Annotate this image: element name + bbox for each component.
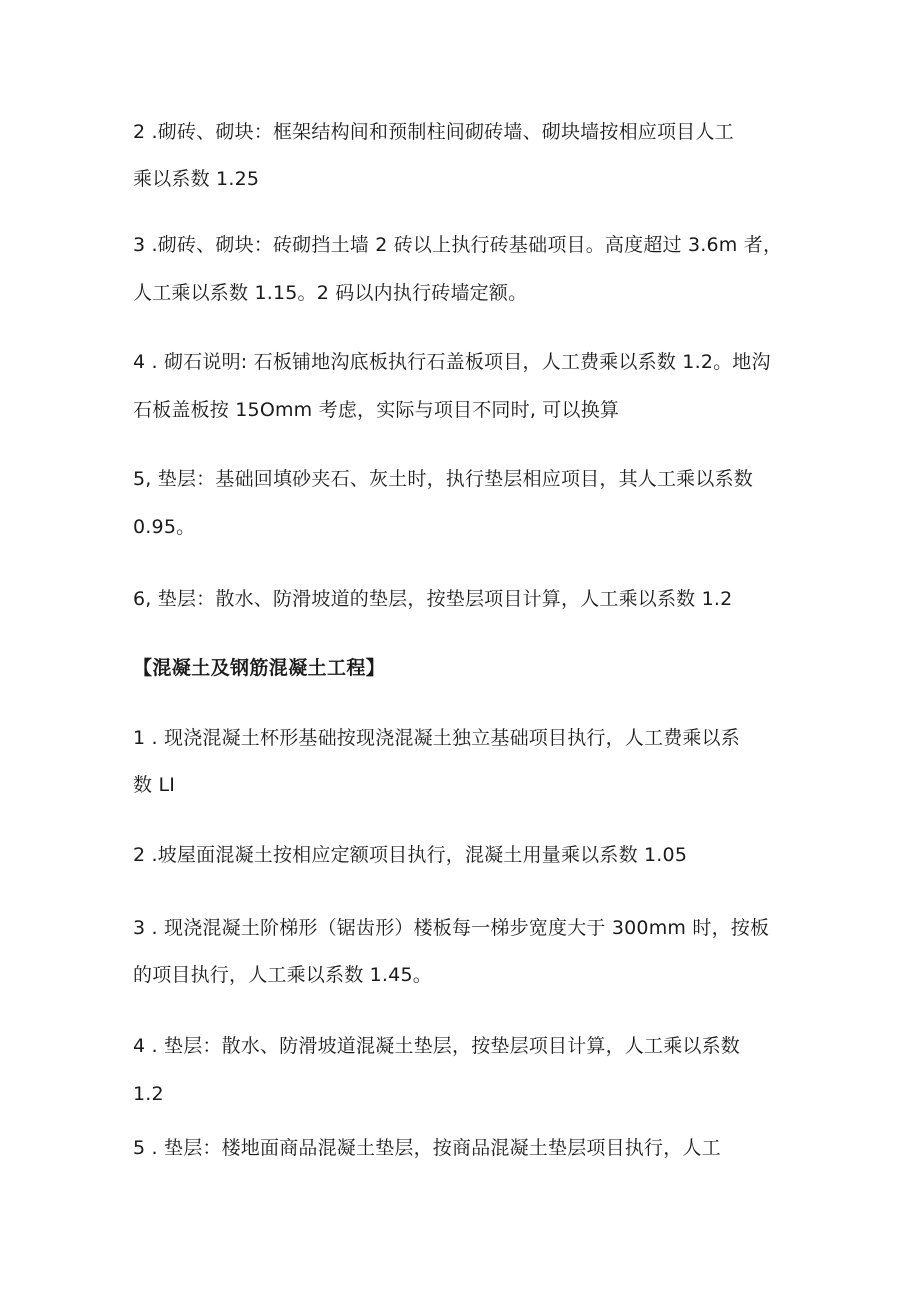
text-line: 数 LI [133, 774, 176, 796]
text-line: 2 .坡屋面混凝土按相应定额项目执行，混凝土用量乘以系数 1.05 [133, 844, 688, 866]
text-line: 的项目执行，人工乘以系数 1.45。 [133, 964, 432, 986]
text-line: 3 . 现浇混凝土阶梯形（锯齿形）楼板每一梯步宽度大于 300mm 时，按板 [133, 917, 770, 939]
section-heading: 【混凝土及钢筋混凝土工程】 [133, 657, 386, 679]
text-line: 4 . 垫层：散水、防滑坡道混凝土垫层，按垫层项目计算，人工乘以系数 [133, 1035, 741, 1057]
text-line: 石板盖板按 15Omm 考虑，实际与项目不同时, 可以换算 [133, 399, 620, 421]
text-line: 2 .砌砖、砌块：框架结构间和预制柱间砌砖墙、砌块墙按相应项目人工 [133, 121, 734, 143]
text-line: 1 . 现浇混凝土杯形基础按现浇混凝土独立基础项目执行，人工费乘以系 [133, 727, 741, 749]
text-line: 人工乘以系数 1.15。2 码以内执行砖墙定额。 [133, 282, 528, 304]
text-line: 5 . 垫层：楼地面商品混凝土垫层，按商品混凝土垫层项目执行，人工 [133, 1137, 721, 1159]
text-line: 1.2 [133, 1083, 164, 1105]
text-line: 4 . 砌石说明: 石板铺地沟底板执行石盖板项目，人工费乘以系数 1.2。地沟 [133, 351, 771, 373]
text-line: 6, 垫层：散水、防滑坡道的垫层，按垫层项目计算，人工乘以系数 1.2 [133, 588, 733, 610]
text-line: 5, 垫层：基础回填砂夹石、灰土时，执行垫层相应项目，其人工乘以系数 [133, 468, 753, 490]
text-line: 0.95。 [133, 516, 196, 538]
text-line: 3 .砌砖、砌块：砖砌挡土墙 2 砖以上执行砖基础项目。高度超过 3.6m 者， [133, 234, 783, 256]
text-line: 乘以系数 1.25 [133, 168, 260, 190]
